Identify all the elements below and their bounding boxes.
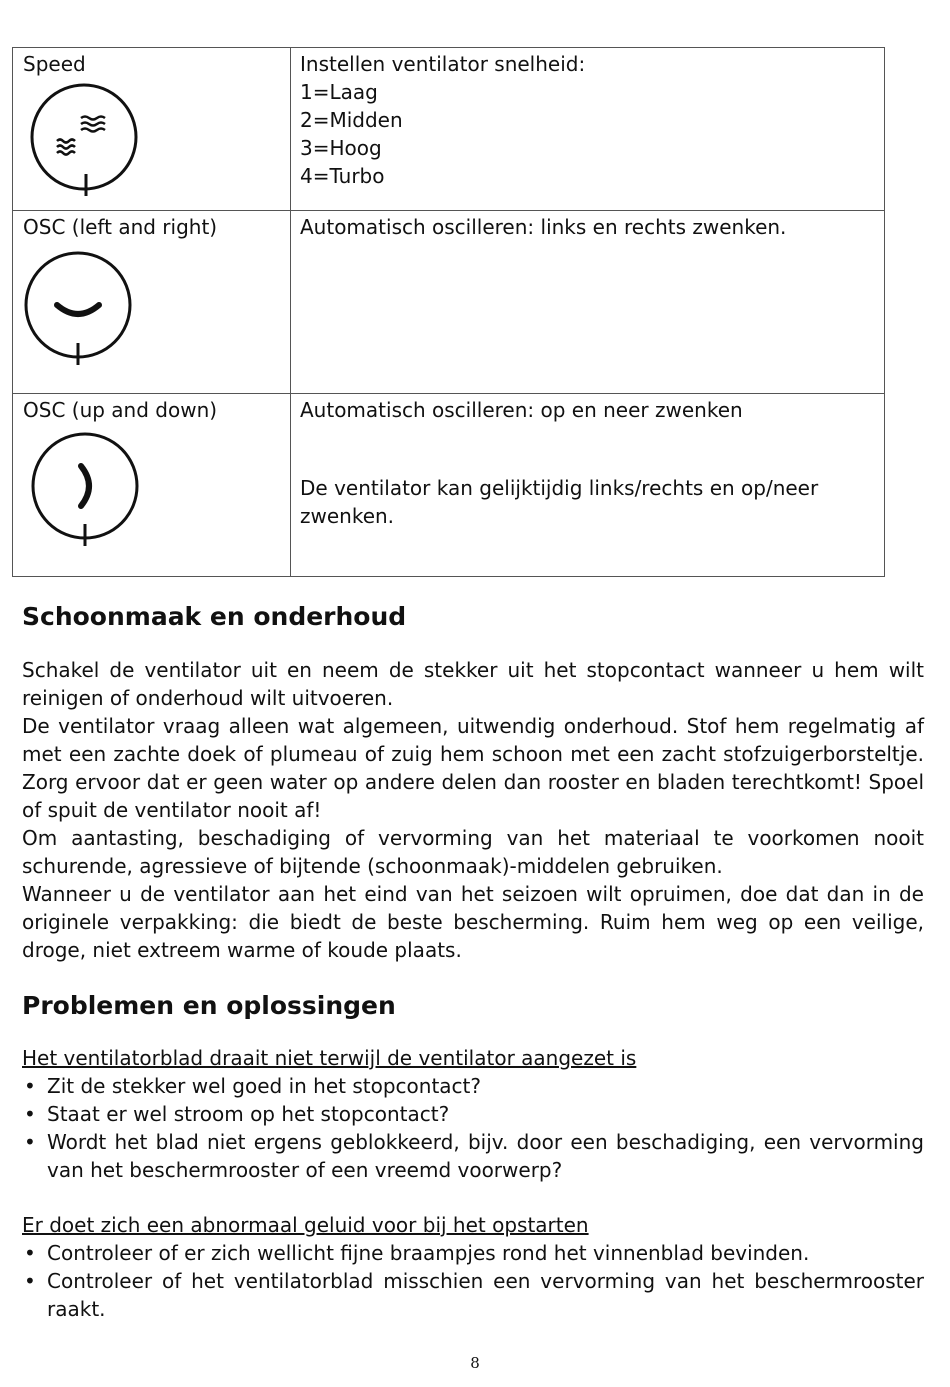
controls-table — [12, 47, 885, 577]
list-item: • Controleer of het ventilatorblad misschien een vervorming van het beschermrooster raakt. — [22, 1267, 924, 1323]
speed-level: 1=Laag — [300, 80, 378, 104]
problem-heading: Het ventilatorblad draait niet terwijl de ventilator aangezet is — [22, 1046, 637, 1070]
page-number: 8 — [470, 1354, 480, 1372]
paragraph: Wanneer u de ventilator aan het eind van het seizoen wilt opruimen, doe dat dan in de originele verpakking: die biedt de beste bescherming. Ruim hem weg op een veilige, droge, niet extreem warme of koude plaats. — [22, 882, 924, 962]
paragraph: Om aantasting, beschadiging of vervorming van het materiaal te voorkomen nooit schurende, agressieve of bijtende (schoonmaak)-middelen gebruiken. — [22, 826, 924, 878]
solution-list — [22, 1072, 924, 1184]
speed-icon — [23, 82, 143, 200]
problems-title: Problemen en oplossingen — [22, 991, 396, 1020]
paragraph: De ventilator vraag alleen wat algemeen, uitwendig onderhoud. Stof hem regelmatig af met een zachte doek of plumeau of zuig hem schoon met een zacht stofzuigerborsteltje. Zorg ervoor dat er geen water op andere delen dan rooster en bladen terechtkomt! Spoel of spuit de ventilator nooit af! — [22, 714, 924, 822]
control-description: Automatisch oscilleren: op en neer zwenken — [300, 398, 743, 422]
list-item: • Staat er wel stroom op het stopcontact? — [22, 1100, 924, 1128]
control-note: De ventilator kan gelijktijdig links/rechts en op/neer zwenken. — [300, 476, 819, 528]
table-row — [13, 48, 885, 211]
control-name: OSC (up and down) — [23, 398, 218, 422]
speed-level: 2=Midden — [300, 108, 403, 132]
speed-level: 4=Turbo — [300, 164, 385, 188]
solution-list — [22, 1239, 924, 1323]
list-item: • Controleer of er zich wellicht fijne braampjes rond het vinnenblad bevinden. — [22, 1239, 924, 1267]
oscillate-up-down-icon — [23, 428, 143, 548]
table-row — [13, 394, 885, 577]
cleaning-text — [22, 656, 924, 964]
control-name: Speed — [23, 52, 86, 76]
speed-level: 3=Hoog — [300, 136, 382, 160]
list-item: • Zit de stekker wel goed in het stopcontact? — [22, 1072, 924, 1100]
control-description: Instellen ventilator snelheid: — [300, 52, 586, 76]
oscillate-left-right-icon — [23, 245, 143, 365]
control-description: Automatisch oscilleren: links en rechts zwenken. — [300, 215, 787, 239]
cleaning-title: Schoonmaak en onderhoud — [22, 602, 407, 631]
table-row — [13, 211, 885, 394]
problem-heading: Er doet zich een abnormaal geluid voor bij het opstarten — [22, 1213, 589, 1237]
list-item: • Wordt het blad niet ergens geblokkeerd, bijv. door een beschadiging, een vervorming van het beschermrooster of een vreemd voorwerp? — [22, 1128, 924, 1184]
control-name: OSC (left and right) — [23, 215, 218, 239]
paragraph: Schakel de ventilator uit en neem de stekker uit het stopcontact wanneer u hem wilt reinigen of onderhoud wilt uitvoeren. — [22, 658, 924, 710]
